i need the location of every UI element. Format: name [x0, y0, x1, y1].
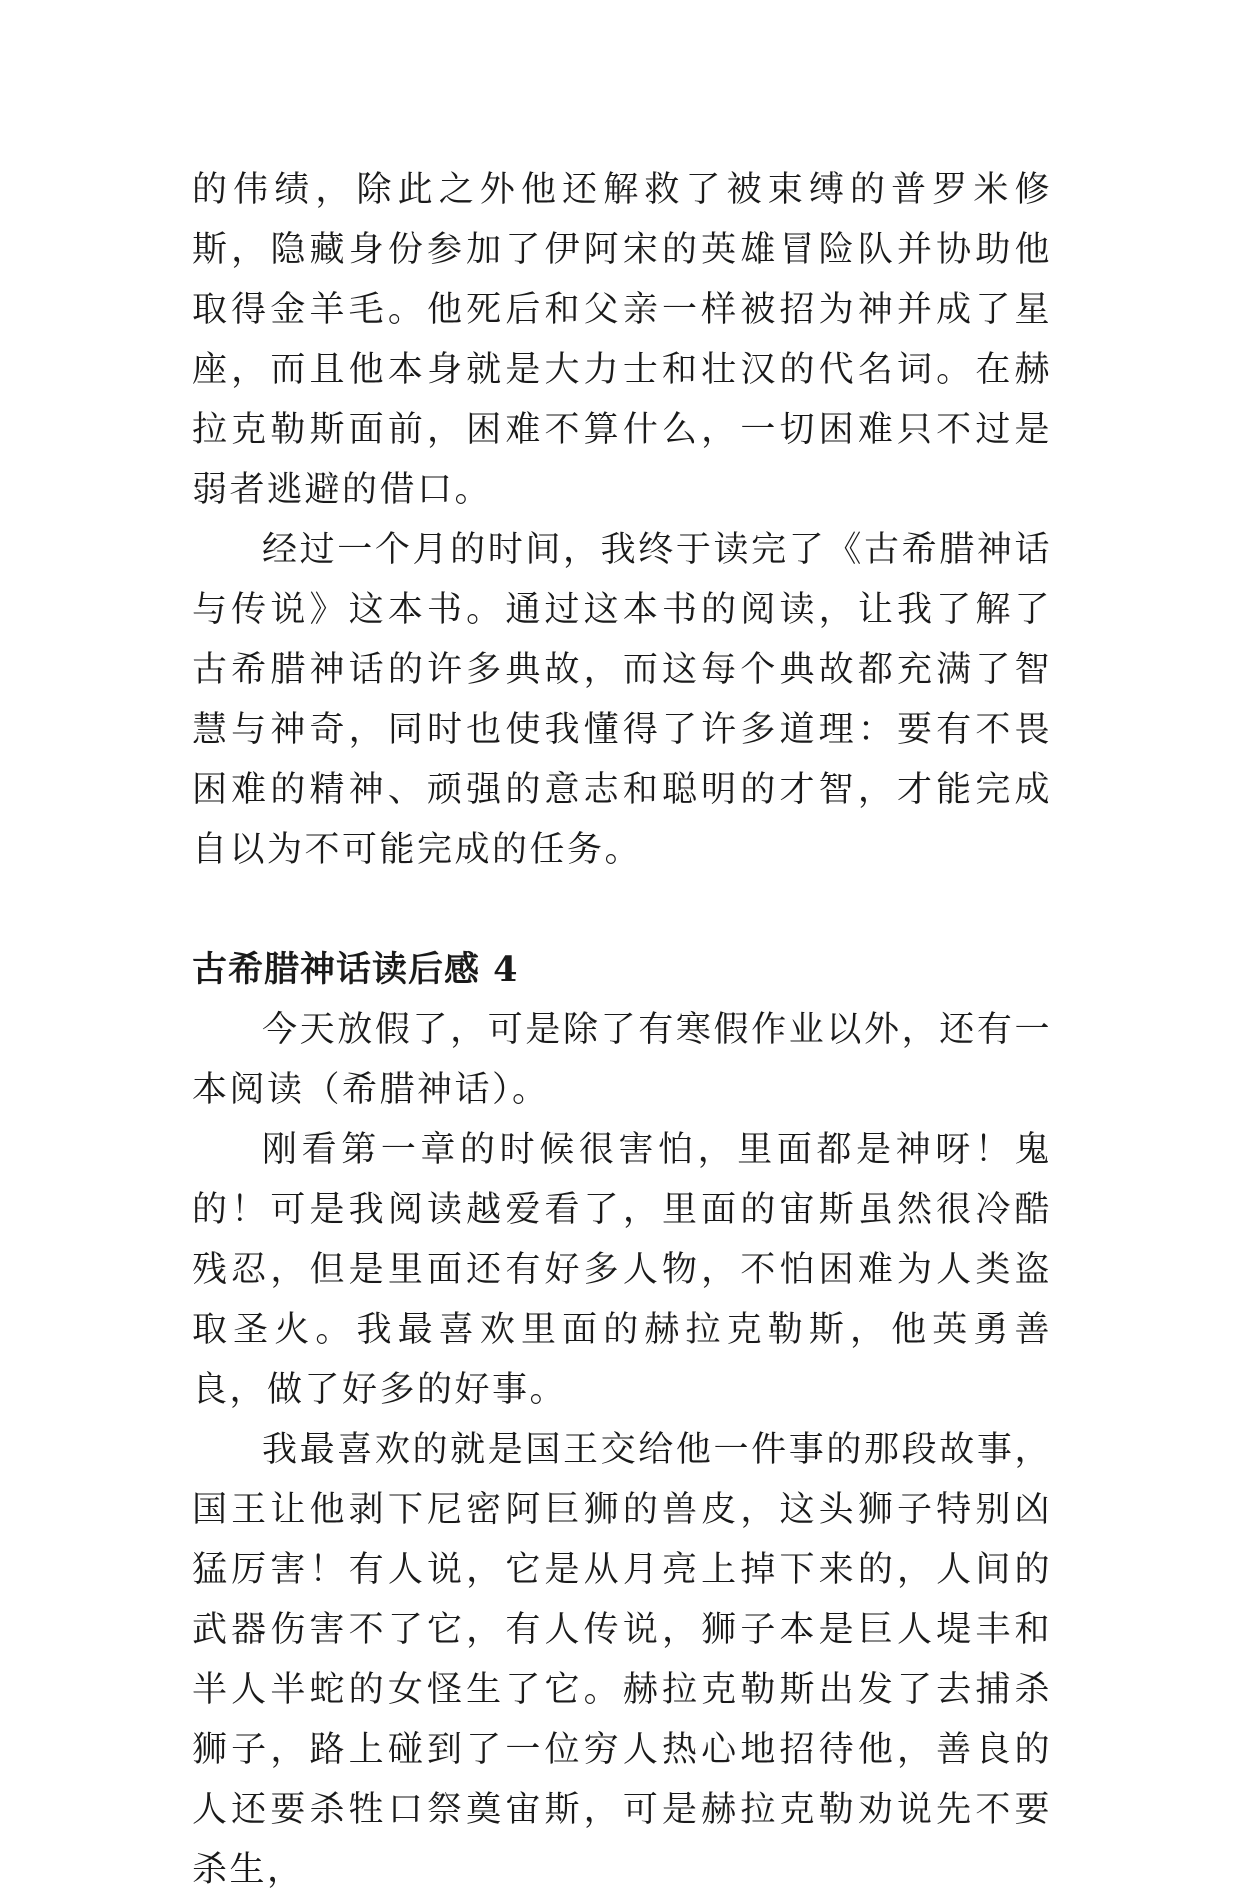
- paragraph-favorite-story: 我最喜欢的就是国王交给他一件事的那段故事，国王让他剥下尼密阿巨狮的兽皮，这头狮子特别凶猛厉害！有人说，它是从月亮上掉下来的，人间的武器伤害不了它，有人传说，狮子本是巨人堤丰和半人半蛇的女怪生了它。赫拉克勒斯出发了去捕杀狮子，路上碰到了一位穷人热心地招待他，善良的人还要杀牲口祭奠宙斯，可是赫拉克勒劝说先不要杀生，: [192, 1430, 1052, 1890]
- section-title: 古希腊神话读后感 4: [192, 949, 519, 990]
- document-body: [192, 160, 1052, 1900]
- paragraph-first-chapter: 刚看第一章的时候很害怕，里面都是神呀！鬼的！可是我阅读越爱看了，里面的宙斯虽然很冷酷残忍，但是里面还有好多人物，不怕困难为人类盗取圣火。我最喜欢里面的赫拉克勒斯，他英勇善良，做了好多的好事。: [192, 1130, 1052, 1410]
- paragraph-continuation: 的伟绩，除此之外他还解救了被束缚的普罗米修斯，隐藏身份参加了伊阿宋的英雄冒险队并协助他取得金羊毛。他死后和父亲一样被招为神并成了星座，而且他本身就是大力士和壮汉的代名词。在赫拉克勒斯面前，困难不算什么，一切困难只不过是弱者逃避的借口。: [192, 170, 1052, 510]
- paragraph-conclusion: 经过一个月的时间，我终于读完了《古希腊神话与传说》这本书。通过这本书的阅读，让我了解了古希腊神话的许多典故，而这每个典故都充满了智慧与神奇，同时也使我懂得了许多道理：要有不畏困难的精神、顽强的意志和聪明的才智，才能完成自以为不可能完成的任务。: [192, 530, 1052, 870]
- paragraph-intro: 今天放假了，可是除了有寒假作业以外，还有一本阅读（希腊神话）。: [192, 1010, 1052, 1110]
